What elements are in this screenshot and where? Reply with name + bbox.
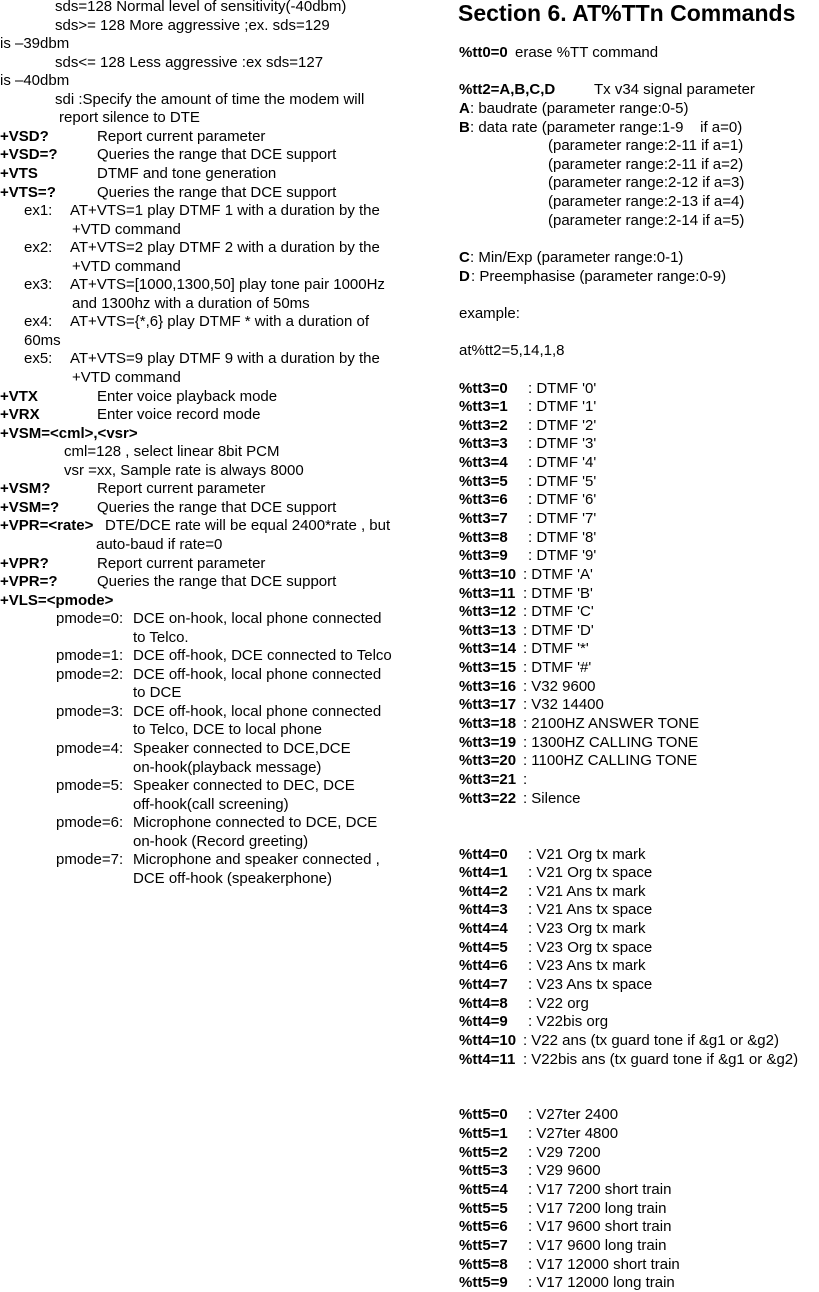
tt4-command: %tt4=5	[459, 938, 508, 956]
example-text: AT+VTS=1 play DTMF 1 with a duration by the	[70, 202, 380, 220]
pmode-description: to DCE	[133, 684, 182, 702]
example-continuation: +VTD command	[72, 257, 181, 275]
tt0-command: %tt0=0	[459, 44, 508, 61]
section-title: Section 6. AT%TTn Commands	[458, 0, 796, 26]
tt3-command: %tt3=7	[459, 510, 508, 527]
tt5-command: %tt5=9	[459, 1274, 508, 1292]
pmode-label: pmode=3:	[56, 702, 124, 720]
pmode-label: pmode=7:	[56, 851, 124, 869]
tt5-command: %tt5=5	[459, 1199, 508, 1217]
tt3-description: : DTMF '8'	[528, 528, 597, 546]
pmode-label: pmode=6:	[56, 814, 124, 832]
pmode-label: pmode=1:	[56, 647, 124, 665]
tt5-description: : V17 12000 short train	[528, 1255, 680, 1273]
param-b-key: B	[459, 118, 470, 136]
param-c-description: : Min/Exp (parameter range:0-1)	[470, 249, 684, 267]
tt3-command: %tt3=3	[459, 435, 508, 453]
pmode-label: pmode=0:	[56, 610, 124, 628]
tt3-description: : DTMF 'B'	[518, 584, 593, 602]
pmode-description: DCE off-hook, DCE connected to Telco	[133, 647, 392, 665]
tt3-command: %tt3=1	[459, 398, 508, 416]
tt4-description: : V21 Ans tx mark	[528, 882, 646, 900]
tt3-description: : DTMF '1'	[528, 398, 597, 416]
sds-line: report silence to DTE	[59, 109, 200, 127]
vrx-description: Enter voice record mode	[97, 406, 261, 424]
sds-line: is –40dbm	[0, 72, 70, 90]
tt3-command: %tt3=2	[459, 416, 508, 434]
vpr-range-command: +VPR=?	[0, 573, 58, 591]
tt4-description: : V22 ans (tx guard tone if &g1 or &g2)	[518, 1031, 779, 1049]
pmode-description: Microphone and speaker connected ,	[133, 851, 380, 869]
tt4-description: : V22 org	[528, 994, 589, 1012]
tt3-description: : Silence	[518, 789, 581, 807]
vtx-command: +VTX	[0, 387, 38, 405]
tt3-command: %tt3=10	[459, 565, 517, 583]
vsd-range-command: +VSD=?	[0, 146, 58, 164]
vsm-set-command: +VSM=<cml>,<vsr>	[0, 424, 138, 442]
pmode-description: on-hook (Record greeting)	[133, 832, 309, 850]
tt3-command: %tt3=14	[459, 640, 517, 658]
param-b-range: (parameter range:2-11 if a=2)	[548, 155, 744, 173]
pmode-label: pmode=2:	[56, 665, 124, 683]
tt4-description: : V23 Ans tx mark	[528, 957, 646, 975]
tt5-description: : V29 7200	[528, 1143, 601, 1161]
example-continuation: and 1300hz with a duration of 50ms	[72, 294, 310, 312]
tt3-command: %tt3=15	[459, 659, 517, 677]
param-b-range: (parameter range:2-13 if a=4)	[548, 193, 745, 211]
vsd-query-command: +VSD?	[0, 127, 49, 145]
vts-range-description: Queries the range that DCE support	[97, 183, 337, 201]
tt3-description: : DTMF '0'	[528, 379, 597, 397]
tt3-command: %tt3=16	[459, 677, 517, 695]
vpr-range-description: Queries the range that DCE support	[97, 573, 337, 591]
tt5-description: : V17 9600 long train	[528, 1236, 667, 1254]
tt3-command: %tt3=5	[459, 472, 508, 490]
tt5-command: %tt5=0	[459, 1106, 508, 1124]
tt3-command: %tt3=6	[459, 491, 508, 509]
vpr-query-command: +VPR?	[0, 554, 49, 572]
tt3-command: %tt3=21	[459, 770, 517, 788]
sds-line: is –39dbm	[0, 35, 70, 53]
pmode-description: DCE on-hook, local phone connected	[133, 610, 382, 628]
vpr-set-continuation: auto-baud if rate=0	[96, 535, 223, 553]
pmode-description: on-hook(playback message)	[133, 758, 322, 776]
tt4-command: %tt4=0	[459, 845, 508, 863]
tt5-command: %tt5=2	[459, 1143, 508, 1161]
tt3-description: : DTMF '5'	[528, 472, 597, 490]
pmode-description: to Telco, DCE to local phone	[133, 721, 323, 739]
vsm-vsr: vsr =xx, Sample rate is always 8000	[64, 461, 304, 479]
example-text: AT+VTS=2 play DTMF 2 with a duration by the	[70, 239, 380, 257]
tt5-command: %tt5=1	[459, 1125, 508, 1143]
tt3-command: %tt3=9	[459, 547, 508, 565]
tt4-command: %tt4=4	[459, 920, 508, 938]
vts-description: DTMF and tone generation	[97, 164, 277, 182]
pmode-description: Microphone connected to DCE, DCE	[133, 814, 378, 832]
tt5-command: %tt5=4	[459, 1181, 508, 1199]
sds-line: sds=128 Normal level of sensitivity(-40dbm)	[55, 0, 347, 15]
tt3-description: : DTMF '2'	[528, 416, 597, 434]
tt5-command: %tt5=8	[459, 1255, 508, 1273]
tt4-description: : V22bis ans (tx guard tone if &g1 or &g2)	[518, 1050, 799, 1068]
vsm-cml: cml=128 , select linear 8bit PCM	[64, 443, 280, 461]
tt3-command: %tt3=4	[459, 454, 508, 472]
sds-line: sdi :Specify the amount of time the modem will	[55, 90, 365, 108]
tt3-command: %tt3=8	[459, 528, 508, 546]
example-label: example:	[459, 304, 520, 322]
tt3-command: %tt3=13	[459, 621, 517, 639]
vsd-query-description: Report current parameter	[97, 127, 266, 145]
example-label: ex4:	[24, 313, 53, 331]
tt3-command: %tt3=20	[459, 752, 517, 770]
tt3-command: %tt3=18	[459, 715, 517, 733]
tt3-description: : DTMF '6'	[528, 491, 597, 509]
tt3-description: : DTMF '#'	[518, 659, 592, 677]
tt3-description: : DTMF 'A'	[518, 565, 593, 583]
example-text: AT+VTS={*,6} play DTMF * with a duration of	[70, 313, 370, 331]
tt2-command: %tt2=A,B,C,D	[459, 81, 556, 99]
vsm-range-description: Queries the range that DCE support	[97, 498, 337, 516]
tt5-description: : V27ter 2400	[528, 1106, 619, 1124]
tt2-description: Tx v34 signal parameter	[594, 81, 755, 99]
pmode-description: Speaker connected to DEC, DCE	[133, 777, 355, 795]
vsd-range-description: Queries the range that DCE support	[97, 146, 337, 164]
vrx-command: +VRX	[0, 406, 40, 424]
param-b-range: (parameter range:2-11 if a=1)	[548, 137, 744, 155]
vsm-range-command: +VSM=?	[0, 498, 60, 516]
example-label: ex5:	[24, 350, 53, 368]
example-continuation: +VTD command	[72, 220, 181, 238]
tt4-command: %tt4=11	[459, 1050, 516, 1068]
vpr-set-description: DTE/DCE rate will be equal 2400*rate , but	[105, 517, 391, 535]
tt4-command: %tt4=8	[459, 994, 508, 1012]
tt4-command: %tt4=2	[459, 882, 508, 900]
example-label: ex2:	[24, 239, 53, 257]
example-text: AT+VTS=9 play DTMF 9 with a duration by the	[70, 350, 380, 368]
param-d-key: D	[459, 267, 470, 285]
pmode-description: DCE off-hook, local phone connected	[133, 702, 382, 720]
tt4-description: : V23 Org tx space	[528, 938, 653, 956]
tt4-command: %tt4=9	[459, 1013, 508, 1031]
example-continuation: +VTD command	[72, 369, 181, 386]
param-a-key: A	[459, 99, 470, 117]
tt4-description: : V23 Ans tx space	[528, 976, 653, 993]
param-a-description: : baudrate (parameter range:0-5)	[470, 99, 689, 117]
example-label: ex3:	[24, 276, 53, 294]
tt5-description: : V17 7200 short train	[528, 1181, 672, 1199]
vls-command: +VLS=<pmode>	[0, 591, 114, 609]
tt3-description: : DTMF 'D'	[518, 621, 594, 639]
tt4-command: %tt4=1	[459, 864, 508, 882]
vts-range-command: +VTS=?	[0, 183, 56, 201]
pmode-label: pmode=4:	[56, 740, 124, 757]
param-c-key: C	[459, 249, 470, 267]
tt3-command: %tt3=19	[459, 733, 517, 751]
vpr-query-description: Report current parameter	[97, 554, 266, 572]
tt5-command: %tt5=6	[459, 1218, 508, 1236]
param-d-description: : Preemphasise (parameter range:0-9)	[471, 267, 727, 285]
example-command: at%tt2=5,14,1,8	[459, 342, 565, 360]
tt3-description: : V32 9600	[518, 677, 596, 695]
pmode-description: off-hook(call screening)	[133, 795, 289, 813]
tt4-description: : V21 Ans tx space	[528, 901, 653, 919]
tt4-command: %tt4=3	[459, 901, 508, 919]
example-label: ex1:	[24, 202, 53, 220]
tt3-description: : 1300HZ CALLING TONE	[518, 733, 699, 751]
vpr-set-command: +VPR=<rate>	[0, 517, 94, 535]
param-b-range: (parameter range:2-14 if a=5)	[548, 211, 745, 229]
tt5-description: : V17 9600 short train	[528, 1218, 672, 1236]
tt3-command: %tt3=12	[459, 603, 517, 621]
tt5-description: : V29 9600	[528, 1162, 601, 1180]
tt4-description: : V21 Org tx space	[528, 864, 653, 882]
example-text: AT+VTS=[1000,1300,50] play tone pair 1000Hz	[70, 276, 385, 294]
tt3-description: : DTMF '3'	[528, 435, 597, 453]
tt3-description: : 2100HZ ANSWER TONE	[518, 715, 700, 733]
example-continuation: 60ms	[24, 331, 61, 349]
tt3-command: %tt3=11	[459, 584, 516, 602]
tt3-description: : DTMF '4'	[528, 454, 597, 472]
tt3-command: %tt3=22	[459, 789, 517, 807]
tt4-description: : V21 Org tx mark	[528, 845, 646, 863]
param-b-description: : data rate (parameter range:1-9 if a=0)	[470, 118, 743, 136]
vsm-query-description: Report current parameter	[97, 480, 266, 498]
tt3-description: :	[518, 770, 528, 788]
tt4-command: %tt4=10	[459, 1031, 517, 1049]
tt3-description: : DTMF 'C'	[518, 603, 594, 621]
pmode-description: DCE off-hook (speakerphone)	[133, 869, 332, 887]
sds-line: sds<= 128 Less aggressive :ex sds=127	[55, 53, 324, 71]
pmode-description: Speaker connected to DCE,DCE	[133, 740, 351, 757]
pmode-description: to Telco.	[133, 628, 189, 646]
pmode-description: DCE off-hook, local phone connected	[133, 665, 382, 683]
tt3-command: %tt3=0	[459, 379, 508, 397]
tt5-description: : V27ter 4800	[528, 1125, 619, 1143]
tt3-command: %tt3=17	[459, 696, 517, 714]
tt4-description: : V23 Org tx mark	[528, 920, 646, 938]
tt4-command: %tt4=7	[459, 976, 508, 993]
vts-command: +VTS	[0, 164, 38, 182]
tt3-description: : 1100HZ CALLING TONE	[518, 752, 698, 770]
tt5-description: : V17 12000 long train	[528, 1274, 675, 1292]
vtx-description: Enter voice playback mode	[97, 387, 278, 405]
pmode-label: pmode=5:	[56, 777, 124, 795]
vsm-query-command: +VSM?	[0, 480, 51, 498]
tt0-description: erase %TT command	[515, 44, 659, 61]
tt3-description: : DTMF '9'	[528, 547, 597, 565]
tt3-description: : V32 14400	[518, 696, 604, 714]
tt3-description: : DTMF '*'	[518, 640, 589, 658]
sds-line: sds>= 128 More aggressive ;ex. sds=129	[55, 16, 330, 34]
param-b-range: (parameter range:2-12 if a=3)	[548, 174, 745, 192]
tt5-description: : V17 7200 long train	[528, 1199, 667, 1217]
tt5-command: %tt5=7	[459, 1236, 508, 1254]
tt4-description: : V22bis org	[528, 1013, 609, 1031]
tt3-description: : DTMF '7'	[528, 510, 597, 527]
tt4-command: %tt4=6	[459, 957, 508, 975]
tt5-command: %tt5=3	[459, 1162, 508, 1180]
